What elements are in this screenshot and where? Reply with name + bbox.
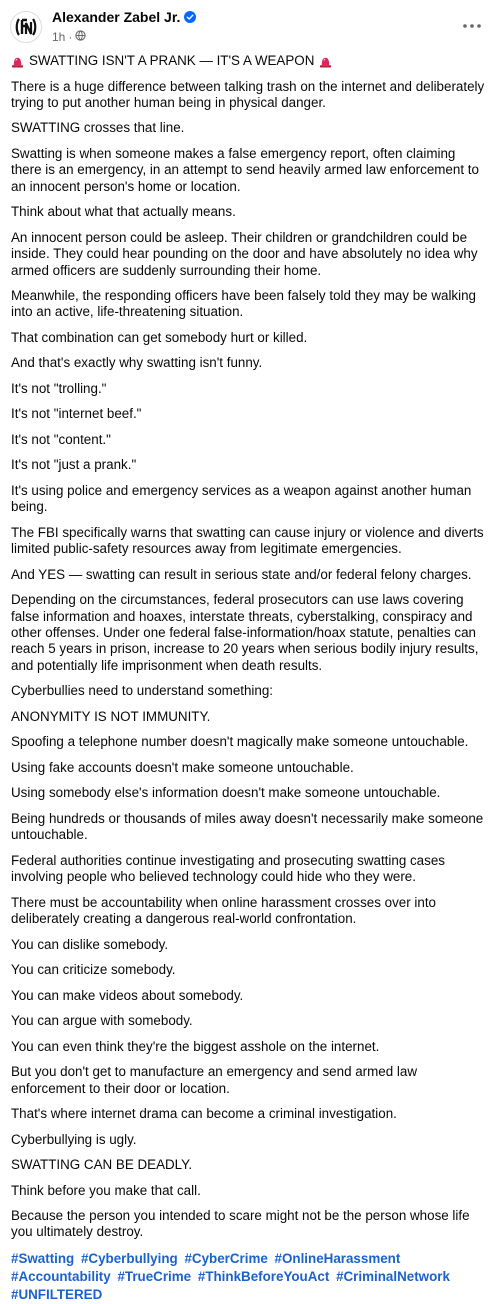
post-title-text: SWATTING ISN'T A PRANK — IT'S A WEAPON [29,53,315,68]
meta-separator: · [68,30,73,44]
avatar[interactable] [10,11,42,43]
hashtag-link[interactable]: #ThinkBeforeYouAct [197,1268,330,1284]
post-paragraph: It's not "trolling." [11,380,107,396]
post-paragraph: There must be accountability when online harassment crosses over into deliberately creating a dangerous real-world confrontation. [11,894,436,927]
author-name-text[interactable]: Alexander Zabel Jr. [52,9,181,25]
post-paragraph: Being hundreds or thousands of miles away doesn't necessarily make someone untouchable. [11,810,484,843]
post-paragraph: Think about what that actually means. [11,204,236,220]
post-paragraph: ANONYMITY IS NOT IMMUNITY. [11,708,211,724]
post-paragraph: And YES — swatting can result in serious state and/or federal felony charges. [11,566,472,582]
avatar-logo-icon [12,13,40,41]
post-paragraph: Depending on the circumstances, federal prosecutors can use laws covering false information and hoaxes, interstate threats, cyberstalking, conspiracy and other offenses. Under one federal false-information/hoax statute, penalties can reach 5 years in prison, increase to 20 years when serious bodily injury results, and potentially life imprisonment when death results. [11,592,479,673]
hashtag-link[interactable]: #Accountability [11,1268,111,1284]
globe-icon [75,30,86,44]
post-paragraph: SWATTING crosses that line. [11,120,185,136]
post-meta [52,30,86,44]
post-paragraph: Federal authorities continue investigating and prosecuting swatting cases involving people who believed technology could hide who they were. [11,852,445,885]
post-paragraph: It's not "internet beef." [11,406,142,422]
hashtag-link[interactable]: #CriminalNetwork [336,1268,450,1284]
post-paragraph: Cyberbullying is ugly. [11,1131,137,1147]
post-paragraph: Think before you make that call. [11,1182,201,1198]
post-paragraph: And that's exactly why swatting isn't funny. [11,355,263,371]
hashtag-link[interactable]: #Swatting [11,1250,75,1266]
post-paragraph: Swatting is when someone makes a false emergency report, often claiming there is an emergency, in an attempt to send heavily armed law enforcement to an innocent person's home or location. [11,145,479,194]
post-body [11,53,486,1304]
more-options-button[interactable] [460,16,484,36]
hashtag-link[interactable]: #TrueCrime [117,1268,192,1284]
post-paragraph: It's using police and emergency services as a weapon against another human being. [11,482,472,515]
post-paragraph: You can argue with somebody. [11,1013,193,1029]
author-name[interactable] [52,9,196,25]
post-paragraph: That combination can get somebody hurt or killed. [11,329,308,345]
post-paragraph: Spoofing a telephone number doesn't magically make someone untouchable. [11,734,469,750]
post-paragraph: The FBI specifically warns that swatting can cause injury or violence and diverts limited public-safety resources away from legitimate emergencies. [11,524,484,557]
post-paragraph: Using somebody else's information doesn't make someone untouchable. [11,785,441,801]
post-paragraph: It's not "content." [11,431,111,447]
more-horizontal-icon [463,24,481,28]
post-title [11,53,486,69]
hashtag-link[interactable]: #Cyberbullying [80,1250,178,1266]
post-paragraph: But you don't get to manufacture an emergency and send armed law enforcement to their door or location. [11,1064,418,1096]
post-paragraph: Because the person you intended to scare might not be the person whose life you ultimately destroy. [11,1208,470,1240]
post-paragraph: An innocent person could be asleep. Their children or grandchildren could be inside. They could hear pounding on the door and have absolutely no idea why armed officers are suddenly surrounding their home. [11,229,478,278]
post-header [0,0,496,52]
post-paragraph: Meanwhile, the responding officers have been falsely told they may be walking into an active, life-threatening situation. [11,288,476,320]
hashtag-link[interactable]: #OnlineHarassment [274,1250,401,1266]
post-paragraph: There is a huge difference between talking trash on the internet and deliberately trying to put another human being in physical danger. [11,78,485,110]
post-hashtags [11,1250,486,1304]
post-paragraph: You can even think they're the biggest asshole on the internet. [11,1038,380,1054]
police-siren-icon [319,55,332,68]
post-paragraph: Cyberbullies need to understand something: [11,683,274,699]
hashtag-link[interactable]: #UNFILTERED [11,1286,103,1302]
hashtag-link[interactable]: #CyberCrime [184,1250,268,1266]
post-paragraphs [11,79,486,1241]
post-paragraph: Using fake accounts doesn't make someone untouchable. [11,759,354,775]
police-siren-icon [11,55,24,68]
post-paragraph: It's not "just a prank." [11,457,137,473]
post-paragraph: That's where internet drama can become a criminal investigation. [11,1106,397,1121]
post-paragraph: You can criticize somebody. [11,962,176,978]
verified-badge-icon [184,11,196,23]
post-paragraph: SWATTING CAN BE DEADLY. [11,1157,193,1172]
post-paragraph: You can make videos about somebody. [11,987,244,1003]
post-time[interactable]: 1h [52,30,66,44]
post-paragraph: You can dislike somebody. [11,936,169,952]
